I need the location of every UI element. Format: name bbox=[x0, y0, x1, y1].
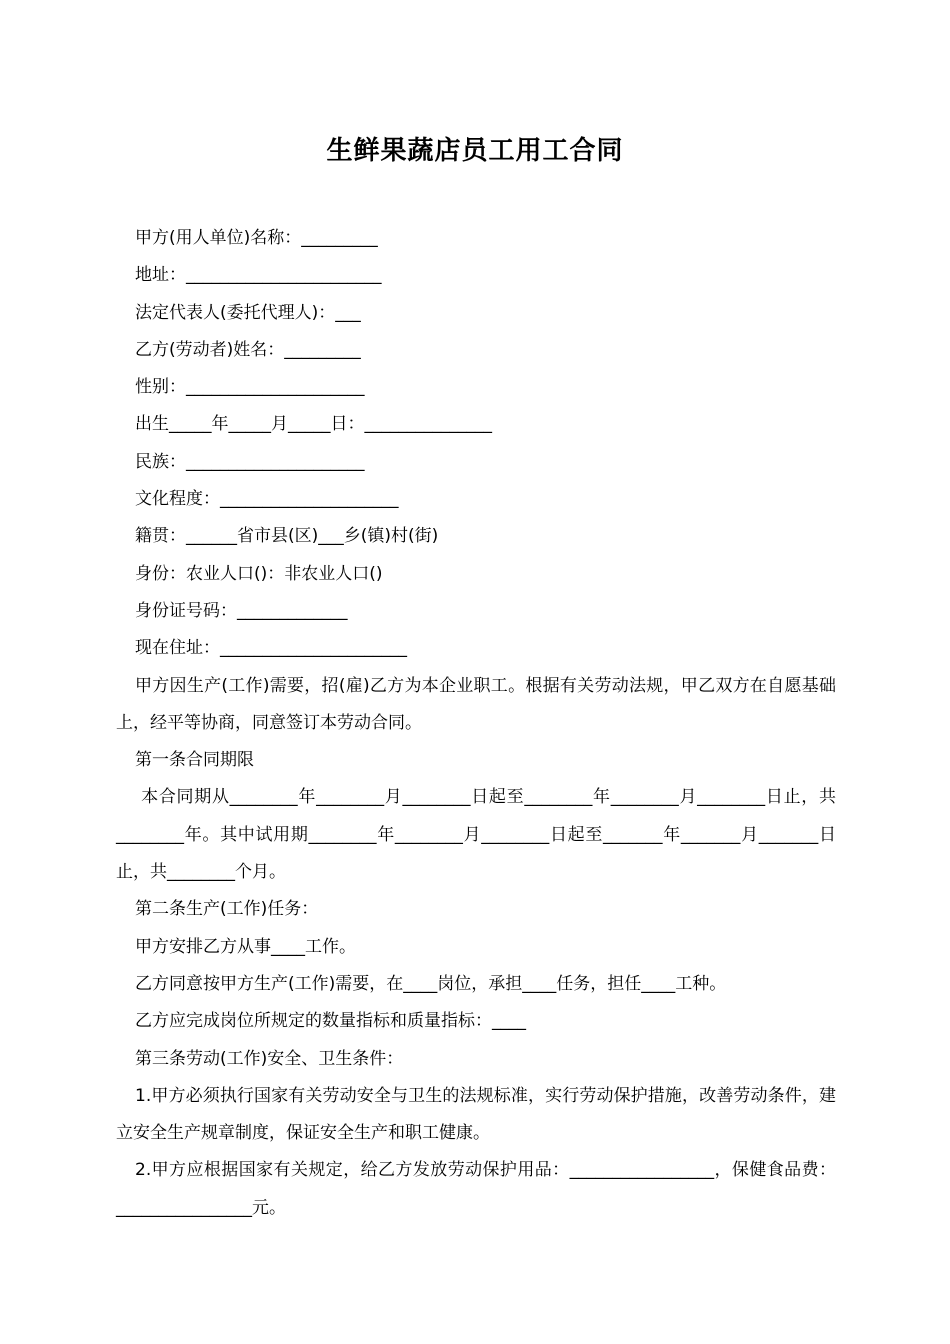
article-3-heading: 第三条劳动(工作)安全、卫生条件： bbox=[135, 1048, 404, 1069]
current-address-line: 现在住址：______________________ bbox=[135, 638, 407, 659]
party-b-name-line: 乙方(劳动者)姓名：_________ bbox=[135, 339, 361, 360]
document-body bbox=[116, 220, 836, 1227]
legal-representative-line: 法定代表人(委托代理人)：___ bbox=[135, 302, 361, 323]
article-1-heading: 第一条合同期限 bbox=[135, 750, 254, 771]
safety-clause-2: 2.甲方应根据国家有关规定，给乙方发放劳动保护用品：_________________，保健食品费：________________元。 bbox=[116, 1160, 836, 1218]
article-2-heading: 第二条生产(工作)任务： bbox=[135, 899, 319, 920]
job-position-line: 乙方同意按甲方生产(工作)需要，在____岗位，承担____任务，担任____工种。 bbox=[135, 973, 727, 994]
party-a-name-line: 甲方(用人单位)名称：_________ bbox=[135, 228, 378, 248]
native-place-line: 籍贯：______省市县(区)___乡(镇)村(街) bbox=[135, 526, 439, 547]
safety-clause-1: 1.甲方必须执行国家有关劳动安全与卫生的法规标准，实行劳动保护措施，改善劳动条件，建立安全生产规章制度，保证安全生产和职工健康。 bbox=[116, 1085, 836, 1144]
ethnicity-line: 民族：_____________________ bbox=[135, 451, 365, 472]
address-line: 地址：_______________________ bbox=[135, 265, 382, 286]
job-targets-line: 乙方应完成岗位所规定的数量指标和质量指标：____ bbox=[135, 1011, 526, 1032]
document-title: 生鲜果蔬店员工用工合同 bbox=[326, 136, 624, 166]
preamble-paragraph: 甲方因生产(工作)需要，招(雇)乙方为本企业职工。根据有关劳动法规，甲乙双方在自愿基础上，经平等协商，同意签订本劳动合同。 bbox=[116, 675, 836, 733]
gender-line: 性别：_____________________ bbox=[135, 377, 365, 398]
education-line: 文化程度：_____________________ bbox=[135, 489, 399, 510]
id-number-line: 身份证号码：_____________ bbox=[135, 600, 348, 621]
job-assignment-line: 甲方安排乙方从事____工作。 bbox=[135, 936, 356, 957]
contract-term-paragraph: 本合同期从________年________月________日起至________年________月________日止，共________年。其中试用期________年________月________日起至_______年_______月_______日止，共________个月。 bbox=[116, 787, 837, 883]
birth-date-line: 出生_____年_____月_____日：_______________ bbox=[135, 414, 492, 435]
household-status-line: 身份：农业人口()：非农业人口() bbox=[135, 563, 383, 584]
